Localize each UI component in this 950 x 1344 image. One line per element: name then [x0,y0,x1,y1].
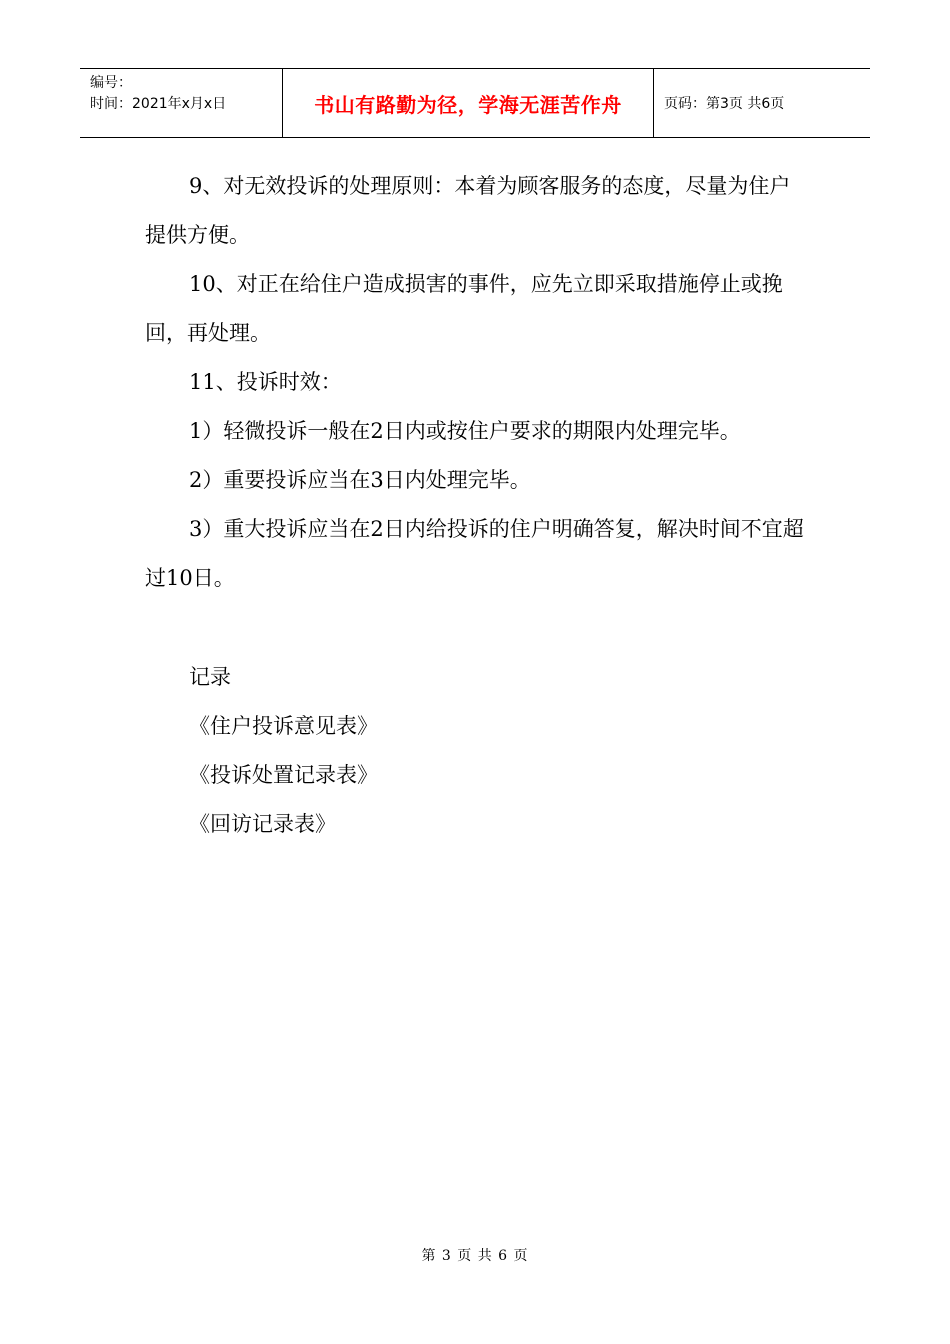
sub-item-3: 3）重大投诉应当在2日内给投诉的住户明确答复，解决时间不宜超过10日。 [145,517,804,590]
record-item: 《回访记录表》 [189,812,336,836]
sub-item-1: 1）轻微投诉一般在2日内或按住户要求的期限内处理完毕。 [189,419,741,443]
paragraph-item-11: 11、投诉时效： [189,370,342,394]
document-date-label: 时间：2021年x月x日 [90,96,227,112]
paragraph-item-9: 9、对无效投诉的处理原则：本着为顾客服务的态度，尽量为住户提供方便。 [145,174,791,247]
document-header [80,68,870,138]
header-page-cell [654,69,870,137]
header-page-info: 页码：第3页 共6页 [664,96,785,112]
spacer [145,603,810,653]
page-footer: 第 3 页 共 6 页 [421,1248,529,1264]
paragraph-item-10: 10、对正在给住户造成损害的事件，应先立即采取措施停止或挽回，再处理。 [145,272,783,345]
header-meta-cell [80,69,282,137]
header-motto-cell [282,69,654,137]
document-body [145,162,810,849]
records-heading: 记录 [189,665,231,689]
record-item: 《住户投诉意见表》 [189,714,378,738]
record-item: 《投诉处置记录表》 [189,763,378,787]
header-motto: 书山有路勤为径，学海无涯苦作舟 [314,92,622,117]
document-number-label: 编号： [90,75,132,91]
sub-item-2: 2）重要投诉应当在3日内处理完毕。 [189,468,531,492]
